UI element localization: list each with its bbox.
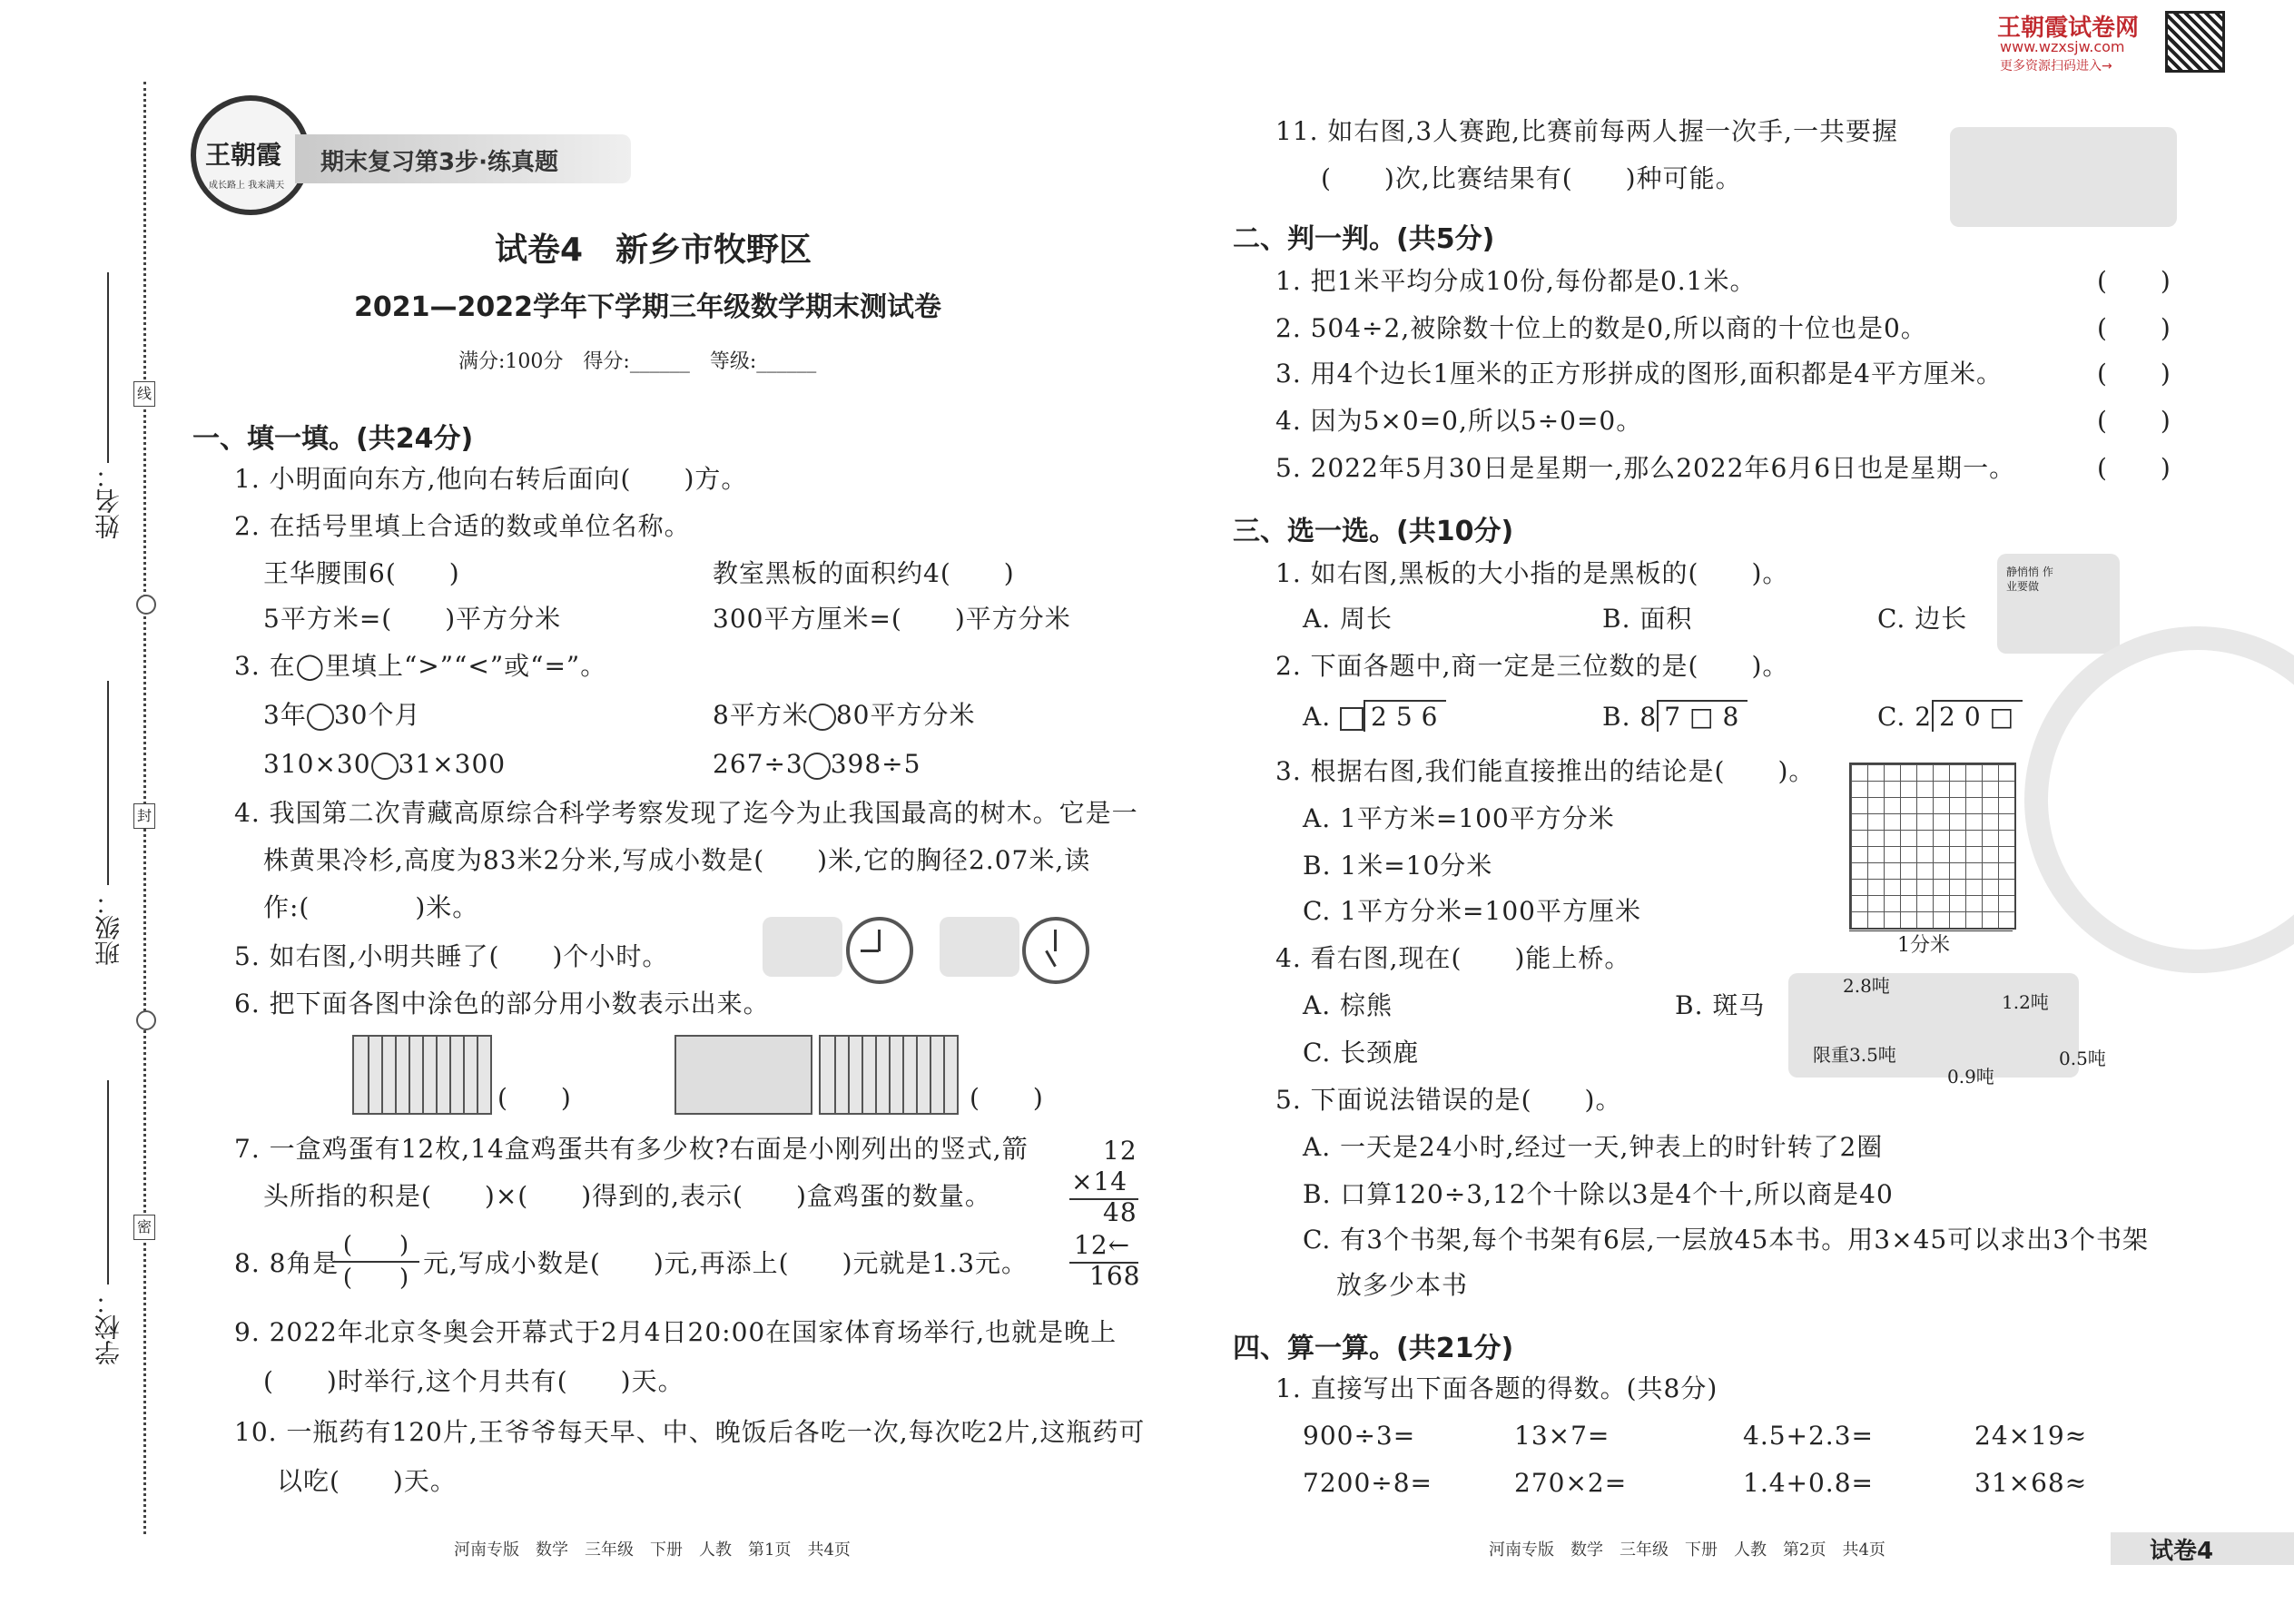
calc-row-1: 12 xyxy=(1103,1136,1137,1166)
weight-small: 0.9吨 xyxy=(1947,1066,1994,1088)
score-line: 满分:100分 得分:______ 等级:______ xyxy=(458,350,817,373)
brand-logo xyxy=(191,95,310,215)
mental-calc-2[interactable]: 13×7= xyxy=(1514,1421,1610,1451)
judge-1-answer[interactable]: ( ) xyxy=(2097,266,2171,296)
choice-4a[interactable]: A. 棕熊 xyxy=(1303,990,1393,1020)
question-11-line2: ( )次,比赛结果有( )种可能。 xyxy=(1321,163,1742,193)
site-tip: 更多资源扫码进入→ xyxy=(2000,59,2112,74)
judge-3: 3. 用4个边长1厘米的正方形拼成的图形,面积都是4平方厘米。 xyxy=(1275,359,2003,389)
teacher-blackboard-image xyxy=(1997,554,2120,654)
choice-5c-line1[interactable]: C. 有3个书架,每个书架有6层,一层放45本书。用3×45可以求出3个书架 xyxy=(1303,1225,2150,1255)
mental-calc-8[interactable]: 31×68≈ xyxy=(1974,1468,2088,1498)
board-text: 静悄悄 作业要做 xyxy=(2006,566,2053,593)
judge-5-answer[interactable]: ( ) xyxy=(2097,453,2171,483)
sleeping-boy-image xyxy=(940,917,1019,977)
question-2: 2. 在括号里填上合适的数或单位名称。 xyxy=(234,511,691,541)
compare-circle[interactable] xyxy=(371,753,399,780)
clock-9-icon xyxy=(846,917,913,984)
question-9-line1: 9. 2022年北京冬奥会开幕式于2月4日20:00在国家体育场举行,也就是晚上 xyxy=(234,1317,1117,1347)
brand-slogan: 成长路上 我来满天 xyxy=(209,181,285,191)
name-label: 姓名： xyxy=(94,463,123,539)
calc-row-2: ×14 xyxy=(1071,1166,1128,1196)
square-grid-figure xyxy=(1849,763,2016,930)
site-name: 王朝霞试卷网 xyxy=(1997,15,2140,42)
question-3d xyxy=(713,746,921,782)
compare-circle[interactable] xyxy=(307,704,334,731)
choice-2b[interactable]: B. 8 7□8 xyxy=(1602,702,1748,732)
step-text: 期末复习第3步·练真题 xyxy=(320,149,558,176)
choice-5b[interactable]: B. 口算120÷3,12个十除以3是4个十,所以商是40 xyxy=(1303,1179,1894,1209)
compare-circle[interactable] xyxy=(803,753,831,780)
calc-row-4: 12← xyxy=(1074,1230,1131,1260)
section-calc: 四、算一算。(共21分) xyxy=(1233,1333,1514,1364)
frac-denominator: ( ) xyxy=(332,1261,419,1294)
shaded-strip-figure xyxy=(352,1035,492,1115)
question-2a: 王华腰围6( ) xyxy=(263,558,460,588)
choice-3c[interactable]: C. 1平方分米=100平方厘米 xyxy=(1303,896,1641,926)
q3c-left: 310×30 xyxy=(263,749,371,779)
judge-1: 1. 把1米平均分成10份,每份都是0.1米。 xyxy=(1275,266,1757,296)
question-7-line1: 7. 一盒鸡蛋有12枚,14盒鸡蛋共有多少枚?右面是小刚列出的竖式,箭 xyxy=(234,1134,1029,1164)
question-3: 3. 在◯里填上“>”“<”或“=”。 xyxy=(234,651,607,681)
seal-char-feng: 封 xyxy=(133,803,155,829)
section-fill-in: 一、填一填。(共24分) xyxy=(192,423,474,455)
question-3a xyxy=(263,697,420,733)
question-2b: 教室黑板的面积约4( ) xyxy=(713,558,1015,588)
choice-3: 3. 根据右图,我们能直接推出的结论是( )。 xyxy=(1275,756,1816,786)
q6-answer-1[interactable]: ( ) xyxy=(497,1083,572,1113)
section-choose: 三、选一选。(共10分) xyxy=(1233,516,1514,547)
mental-calc-4[interactable]: 24×19≈ xyxy=(1974,1421,2088,1451)
question-10-line1: 10. 一瓶药有120片,王爷爷每天早、中、晚饭后各吃一次,每次吃2片,这瓶药可 xyxy=(234,1417,1146,1447)
page-subtitle: 2021—2022学年下学期三年级数学期末测试卷 xyxy=(354,291,941,323)
judge-4: 4. 因为5×0=0,所以5÷0=0。 xyxy=(1275,406,1643,436)
question-3c xyxy=(263,746,506,782)
q3b-left: 8平方米 xyxy=(713,700,809,730)
choice-2a[interactable]: A. 256 xyxy=(1303,702,1447,732)
judge-4-answer[interactable]: ( ) xyxy=(2097,406,2171,436)
question-10-line2: 以吃( )天。 xyxy=(277,1466,457,1496)
class-field[interactable] xyxy=(107,681,109,885)
full-shaded-square xyxy=(674,1035,812,1115)
footer-left: 河南专版 数学 三年级 下册 人教 第1页 共4页 xyxy=(454,1540,851,1560)
judge-5: 5. 2022年5月30日是星期一,那么2022年6月6日也是星期一。 xyxy=(1275,453,2016,483)
q3d-right: 398÷5 xyxy=(830,749,921,779)
paper-tag: 试卷4 xyxy=(2150,1538,2214,1565)
punch-hole-icon xyxy=(136,1010,156,1030)
frac-numerator: ( ) xyxy=(342,1232,409,1259)
name-field[interactable] xyxy=(107,272,109,463)
section-judge: 二、判一判。(共5分) xyxy=(1233,223,1495,255)
choice-2: 2. 下面各题中,商一定是三位数的是( )。 xyxy=(1275,651,1789,681)
page-title: 试卷4 新乡市牧野区 xyxy=(495,231,812,269)
clock-7-icon xyxy=(1022,917,1089,984)
brand-name: 王朝霞 xyxy=(205,140,282,170)
choice-5c-line2: 放多少本书 xyxy=(1336,1270,1469,1300)
choice-1a[interactable]: A. 周长 xyxy=(1303,604,1393,634)
choice-1c[interactable]: C. 边长 xyxy=(1877,604,1968,634)
calc-instruction: 1. 直接写出下面各题的得数。(共8分) xyxy=(1275,1373,1718,1403)
choice-5a[interactable]: A. 一天是24小时,经过一天,钟表上的时针转了2圈 xyxy=(1303,1132,1884,1162)
calc-row-3: 48 xyxy=(1103,1197,1137,1227)
grid-label: 1分米 xyxy=(1897,934,1950,957)
question-2c: 5平方米=( )平方分米 xyxy=(263,604,562,634)
school-field[interactable] xyxy=(107,1080,109,1284)
choice-3a[interactable]: A. 1平方米=100平方分米 xyxy=(1303,803,1615,833)
mental-calc-5[interactable]: 7200÷8= xyxy=(1303,1468,1433,1498)
choice-1: 1. 如右图,黑板的大小指的是黑板的( )。 xyxy=(1275,558,1789,588)
sleeping-boy-image xyxy=(763,917,842,977)
question-3b xyxy=(713,697,975,733)
weight-bear: 2.8吨 xyxy=(1843,975,1890,997)
school-label: 学校： xyxy=(94,1289,123,1365)
question-8-start: 8. 8角是 xyxy=(234,1248,340,1278)
q3d-left: 267÷3 xyxy=(713,749,803,779)
seal-char-mi: 密 xyxy=(133,1215,155,1240)
mental-calc-1[interactable]: 900÷3= xyxy=(1303,1421,1416,1451)
question-4-line3: 作:( )米。 xyxy=(263,892,479,922)
choice-2c[interactable]: C. 2 20□ xyxy=(1877,702,2023,732)
choice-1b[interactable]: B. 面积 xyxy=(1602,604,1693,634)
judge-3-answer[interactable]: ( ) xyxy=(2097,359,2171,389)
q3c-right: 31×300 xyxy=(398,749,507,779)
q6-answer-2[interactable]: ( ) xyxy=(970,1083,1044,1113)
question-9-line2: ( )时举行,这个月共有( )天。 xyxy=(263,1366,684,1396)
bridge-limit: 限重3.5吨 xyxy=(1813,1044,1896,1066)
question-5: 5. 如右图,小明共睡了( )个小时。 xyxy=(234,941,669,971)
mental-calc-3[interactable]: 4.5+2.3= xyxy=(1743,1421,1874,1451)
shaded-strip-figure xyxy=(819,1035,959,1115)
question-6: 6. 把下面各图中涂色的部分用小数表示出来。 xyxy=(234,989,770,1019)
calc-row-5: 168 xyxy=(1089,1261,1141,1291)
class-label: 班级： xyxy=(94,890,123,966)
punch-hole-icon xyxy=(136,595,156,615)
q3a-right: 30个月 xyxy=(333,700,421,730)
blank-box xyxy=(1340,707,1364,731)
compare-circle[interactable] xyxy=(809,704,836,731)
question-4-line1: 4. 我国第二次青藏高原综合科学考察发现了迄今为止我国最高的树木。它是一 xyxy=(234,798,1138,828)
judge-2: 2. 504÷2,被除数十位上的数是0,所以商的十位也是0。 xyxy=(1275,313,1927,343)
question-11-line1: 11. 如右图,3人赛跑,比赛前每两人握一次手,一共要握 xyxy=(1275,116,1898,146)
choice-4: 4. 看右图,现在( )能上桥。 xyxy=(1275,943,1631,973)
race-runners-image xyxy=(1950,127,2177,227)
choice-5: 5. 下面说法错误的是( )。 xyxy=(1275,1085,1622,1115)
step-banner xyxy=(295,134,631,183)
question-4-line2: 株黄果冷杉,高度为83米2分米,写成小数是( )米,它的胸径2.07米,读 xyxy=(263,845,1091,875)
choice-4c[interactable]: C. 长颈鹿 xyxy=(1303,1038,1420,1068)
weight-giraffe: 1.2吨 xyxy=(2002,991,2049,1013)
qr-code-icon[interactable] xyxy=(2165,11,2225,73)
weight-zebra: 0.5吨 xyxy=(2059,1048,2106,1069)
mental-calc-7[interactable]: 1.4+0.8= xyxy=(1743,1468,1874,1498)
choice-3b[interactable]: B. 1米=10分米 xyxy=(1303,851,1493,881)
seal-char-xian: 线 xyxy=(133,381,155,407)
question-2d: 300平方厘米=( )平方分米 xyxy=(713,604,1071,634)
mental-calc-6[interactable]: 270×2= xyxy=(1514,1468,1628,1498)
fraction-blank[interactable] xyxy=(332,1230,419,1294)
site-url[interactable]: www.wzxsjw.com xyxy=(2000,38,2125,55)
q3b-right: 80平方分米 xyxy=(835,700,976,730)
judge-2-answer[interactable]: ( ) xyxy=(2097,313,2171,343)
q3a-left: 3年 xyxy=(263,700,307,730)
watermark-stamp xyxy=(2024,626,2294,973)
choice-4b[interactable]: B. 斑马 xyxy=(1675,990,1766,1020)
question-8-end: 元,写成小数是( )元,再添上( )元就是1.3元。 xyxy=(423,1248,1029,1278)
question-7-line2: 头所指的积是( )×( )得到的,表示( )盒鸡蛋的数量。 xyxy=(263,1181,991,1211)
footer-right: 河南专版 数学 三年级 下册 人教 第2页 共4页 xyxy=(1489,1540,1885,1560)
question-1: 1. 小明面向东方,他向右转后面向( )方。 xyxy=(234,464,748,494)
